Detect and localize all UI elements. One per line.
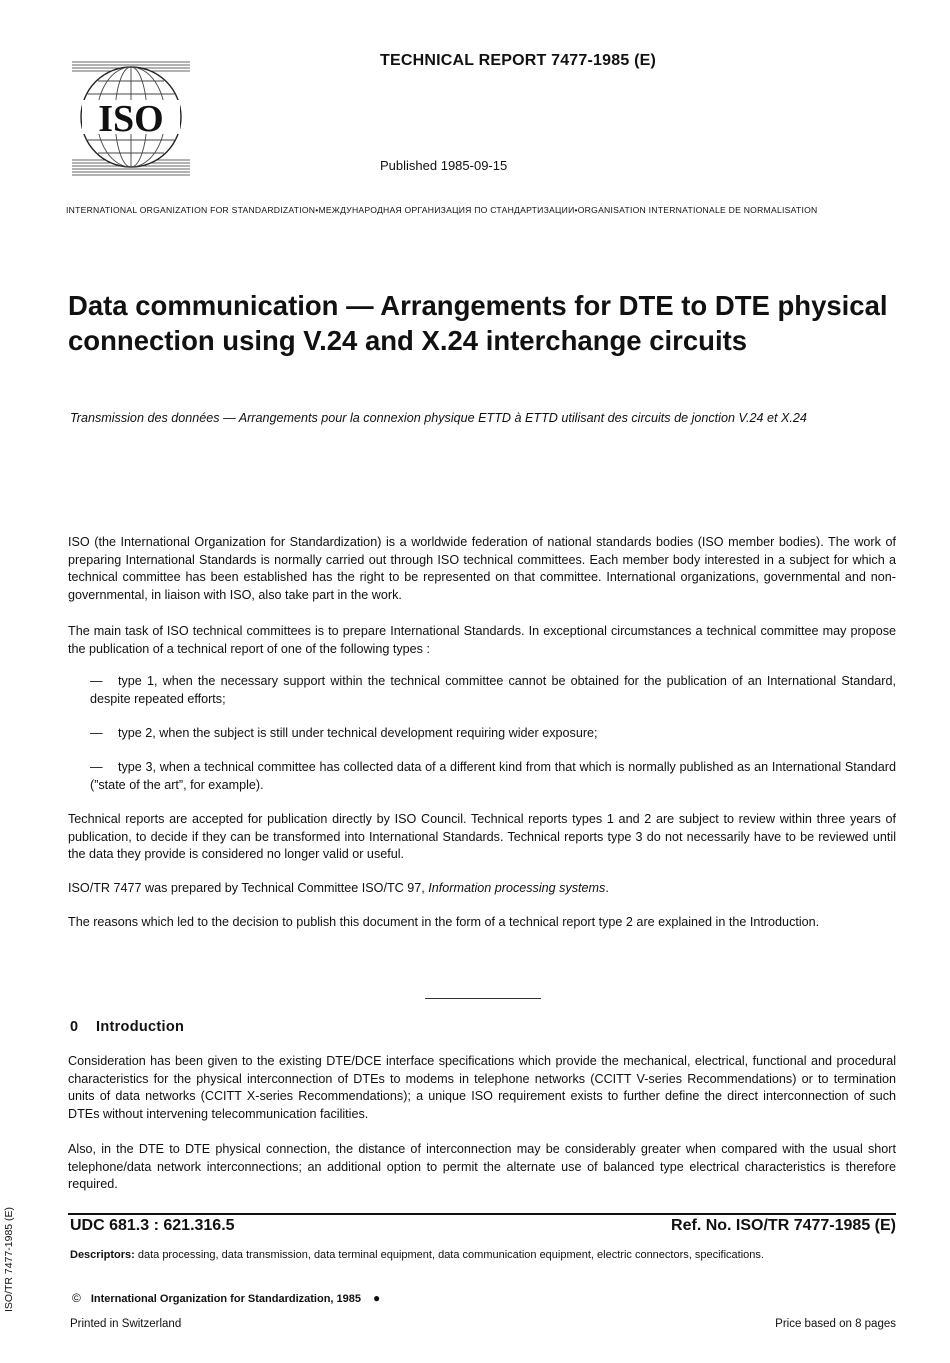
iso-logo-text: ISO	[98, 98, 164, 140]
foreword-paragraph-3: Technical reports are accepted for publication directly by ISO Council. Technical reports types 1 and 2 are subject to review within three years of publication, to decide if they can be transformed into International Standards. Technical reports type 3 do not necessarily have to be reviewed until the data they provide is considered no longer valid or useful.	[68, 812, 896, 861]
section-number: 0	[70, 1019, 79, 1035]
descriptors-label: Descriptors:	[70, 1249, 135, 1261]
separator-rule	[425, 998, 541, 999]
printed-in: Printed in Switzerland	[70, 1318, 182, 1330]
price-note: Price based on 8 pages	[775, 1318, 896, 1330]
copyright-text: International Organization for Standardization, 1985	[90, 1293, 361, 1305]
descriptors-text: data processing, data transmission, data terminal equipment, data communication equipment, electric connectors, specifications.	[134, 1249, 764, 1261]
foreword-paragraph-5: The reasons which led to the decision to publish this document in the form of a technical report type 2 are explained in the Introduction.	[68, 915, 820, 929]
list-dash: —	[90, 674, 103, 688]
list-item	[90, 725, 896, 743]
reference-number: Ref. No. ISO/TR 7477-1985 (E)	[671, 1217, 896, 1234]
side-document-id: ISO/TR 7477-1985 (E)	[3, 1206, 15, 1312]
copyright-line	[72, 1291, 380, 1305]
section-heading	[70, 1019, 184, 1035]
p4-committee-name: Information processing systems	[428, 881, 606, 895]
introduction-paragraph-1: Consideration has been given to the existing DTE/DCE interface specifications which provide the mechanical, electrical, functional and procedural characteristics for the physical interconnection of DTEs to modems in telephone networks (CCITT V-series Recommendations) or to termination units of data networks (CCITT X-series Recommendations); a unique ISO requirement exists to further define the direct interconnection of such DTEs without intervening telecommunication facilities.	[68, 1054, 896, 1121]
bullet-icon: ●	[373, 1291, 381, 1305]
p4-suffix: .	[605, 881, 609, 895]
iso-logo	[72, 56, 190, 178]
section-title: Introduction	[96, 1019, 185, 1035]
document-title: Data communication — Arrangements for DTE to DTE physical connection using V.24 and X.24 interchange circuits	[68, 290, 888, 356]
published-date: Published 1985-09-15	[380, 158, 508, 173]
introduction-paragraph-2: Also, in the DTE to DTE physical connection, the distance of interconnection may be considerably greater when compared with the usual short telephone/data network interconnections; an additional option to permit the alternate use of balanced type electrical characteristics is therefore required.	[68, 1142, 896, 1191]
list-item	[90, 759, 896, 794]
p4-prefix: ISO/TR 7477 was prepared by Technical Committee ISO/TC 97,	[68, 881, 429, 895]
foreword-paragraph-2: The main task of ISO technical committees is to prepare International Standards. In exceptional circumstances a technical committee may propose the publication of a technical report of one of the following types :	[68, 624, 896, 656]
report-title: TECHNICAL REPORT 7477-1985 (E)	[380, 52, 656, 69]
udc-number: UDC 681.3 : 621.316.5	[70, 1217, 235, 1234]
organization-line: INTERNATIONAL ORGANIZATION FOR STANDARDIZATION•МЕЖДУНАРОДНАЯ ОРГАНИЗАЦИЯ ПО СТАНДАРТИЗАЦИИ•ORGANISATION INTERNATIONALE DE NORMALISATION	[66, 205, 818, 215]
french-title: Transmission des données — Arrangements pour la connexion physique ETTD à ETTD utilisant des circuits de jonction V.24 et X.24	[70, 411, 807, 425]
list-dash: —	[90, 726, 103, 740]
list-item	[90, 673, 896, 708]
foreword-paragraph-4	[68, 880, 896, 898]
list-item-text: type 3, when a technical committee has collected data of a different kind from that which is normally published as an International Standard (”state of the art”, for example).	[90, 760, 896, 792]
list-item-text: type 2, when the subject is still under technical development requiring wider exposure;	[118, 726, 598, 740]
list-dash: —	[90, 760, 103, 774]
descriptors	[70, 1249, 900, 1261]
footer-rule	[68, 1213, 896, 1215]
foreword-paragraph-1: ISO (the International Organization for Standardization) is a worldwide federation of national standards bodies (ISO member bodies). The work of preparing International Standards is normally carried out through ISO technical committees. Each member body interested in a subject for which a technical committee has been established has the right to be represented on that committee. International organizations, governmental and non-governmental, in liaison with ISO, also take part in the work.	[68, 535, 896, 602]
copyright-icon: ©	[72, 1291, 81, 1305]
list-item-text: type 1, when the necessary support within the technical committee cannot be obtained for the publication of an International Standard, despite repeated efforts;	[90, 674, 896, 706]
